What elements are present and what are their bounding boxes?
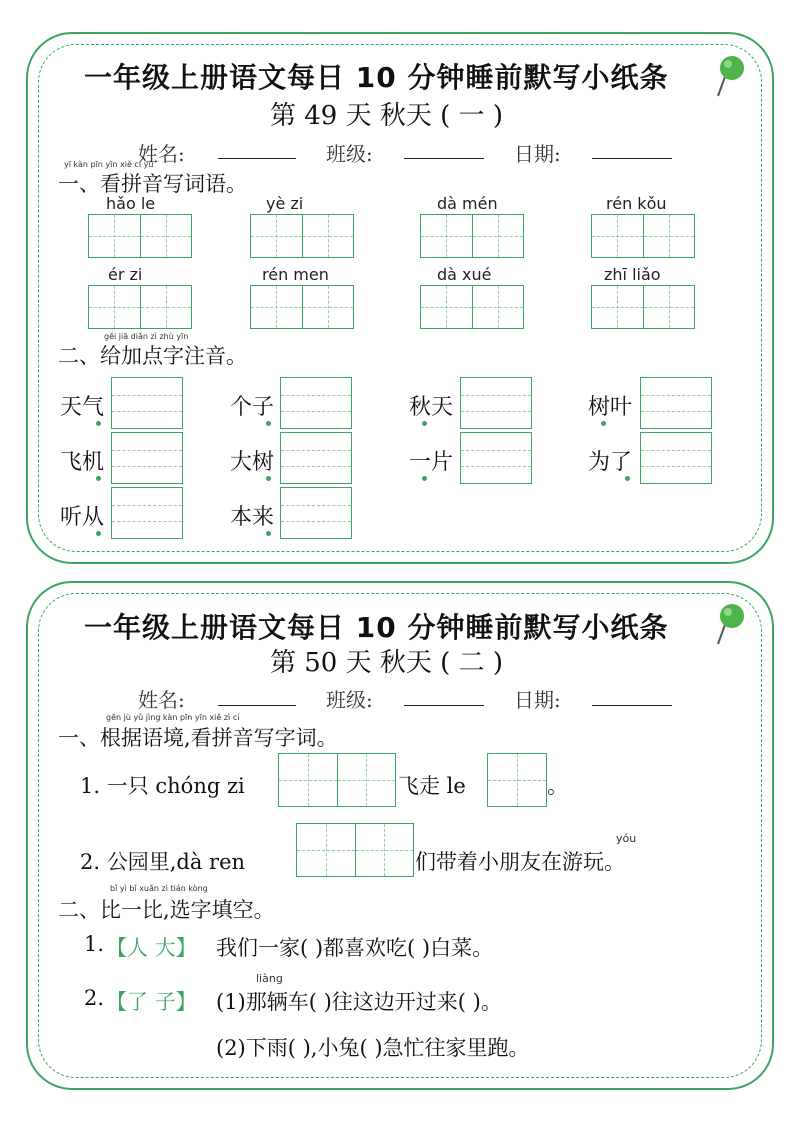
pinyin-label: zhī liǎo xyxy=(604,265,661,284)
pinyin-label: yè zi xyxy=(266,194,304,213)
writing-grid[interactable] xyxy=(420,285,524,329)
writing-grid[interactable] xyxy=(487,753,547,807)
section2-pinyin: bǐ yì bǐ xuǎn zì tián kòng xyxy=(110,884,208,893)
class-field[interactable] xyxy=(404,158,484,159)
section1-pinyin: yī kàn pīn yīn xiě cí yǔ xyxy=(64,160,154,169)
pinyin-answer-box[interactable] xyxy=(640,377,712,429)
pinyin-answer-box[interactable] xyxy=(280,487,352,539)
emphasis-dot xyxy=(96,476,101,481)
section1-pinyin: gēn jù yǔ jìng kàn pīn yīn xiě zì cí xyxy=(106,713,240,722)
question-2-text: 2. 公园里,dà ren xyxy=(80,850,246,874)
writing-grid[interactable] xyxy=(296,823,414,877)
pinyin-answer-box[interactable] xyxy=(280,432,352,484)
date-label: 日期: xyxy=(514,142,561,166)
class-label: 班级: xyxy=(326,688,373,712)
choice-1-options: 【人 大】 xyxy=(106,936,197,960)
question-1-end: 。 xyxy=(547,774,568,798)
pinyin-label: rén men xyxy=(262,265,329,284)
writing-grid[interactable] xyxy=(250,285,354,329)
writing-grid[interactable] xyxy=(88,285,192,329)
section2-heading: 二、给加点字注音。 xyxy=(58,344,247,368)
emphasis-dot xyxy=(601,421,606,426)
pinyin-answer-box[interactable] xyxy=(111,432,183,484)
word-label: 个子 xyxy=(230,395,275,420)
date-field[interactable] xyxy=(592,158,672,159)
pinyin-answer-box[interactable] xyxy=(460,432,532,484)
pinyin-label: ér zi xyxy=(108,265,143,284)
writing-grid[interactable] xyxy=(591,214,695,258)
pinyin-label: dà xué xyxy=(437,265,492,284)
name-field[interactable] xyxy=(218,705,296,706)
class-label: 班级: xyxy=(326,142,373,166)
pinyin-answer-box[interactable] xyxy=(640,432,712,484)
card1-subtitle: 第 49 天 秋天 ( 一 ) xyxy=(270,101,503,131)
writing-grid[interactable] xyxy=(420,214,524,258)
word-label: 飞机 xyxy=(60,450,105,475)
emphasis-dot xyxy=(96,421,101,426)
section1-heading: 一、根据语境,看拼音写字词。 xyxy=(58,726,338,750)
emphasis-dot xyxy=(266,531,271,536)
choice-2-number: 2. xyxy=(84,986,105,1010)
choice-1-number: 1. xyxy=(84,932,105,956)
emphasis-dot xyxy=(96,531,101,536)
pushpin-icon xyxy=(712,52,746,100)
pushpin-icon xyxy=(712,600,746,648)
word-label: 天气 xyxy=(60,395,105,420)
word-label: 听从 xyxy=(60,505,105,530)
word-label: 秋天 xyxy=(409,395,454,420)
choice-2-sentence-2[interactable]: (2)下雨( ),小兔( )急忙往家里跑。 xyxy=(216,1036,530,1060)
pinyin-answer-box[interactable] xyxy=(111,487,183,539)
writing-grid[interactable] xyxy=(88,214,192,258)
word-label: 大树 xyxy=(230,450,275,475)
pinyin-answer-box[interactable] xyxy=(460,377,532,429)
name-label: 姓名: xyxy=(138,142,185,166)
card1-title: 一年级上册语文每日 10 分钟睡前默写小纸条 xyxy=(84,61,669,94)
writing-grid[interactable] xyxy=(278,753,396,807)
question-2-end: 们带着小朋友在游玩。 xyxy=(415,850,625,874)
pinyin-answer-box[interactable] xyxy=(111,377,183,429)
word-label: 树叶 xyxy=(588,395,633,420)
pinyin-annotation: liàng xyxy=(256,972,283,985)
section2-pinyin: gěi jiā diǎn zì zhù yīn xyxy=(104,332,189,341)
section1-heading: 一、看拼音写词语。 xyxy=(58,172,247,196)
emphasis-dot xyxy=(422,421,427,426)
emphasis-dot xyxy=(625,476,630,481)
card2-title: 一年级上册语文每日 10 分钟睡前默写小纸条 xyxy=(84,611,669,644)
class-field[interactable] xyxy=(404,705,484,706)
question-1-text: 1. 一只 chóng zi xyxy=(80,774,245,798)
name-field[interactable] xyxy=(218,158,296,159)
card2-subtitle: 第 50 天 秋天 ( 二 ) xyxy=(270,648,503,678)
question-1-mid: 飞走 le xyxy=(398,774,466,798)
emphasis-dot xyxy=(266,421,271,426)
emphasis-dot xyxy=(422,476,427,481)
choice-2-sentence-1[interactable]: (1)那辆车( )往这边开过来( )。 xyxy=(216,990,502,1014)
word-label: 为了 xyxy=(588,450,633,475)
pinyin-label: rén kǒu xyxy=(606,194,667,213)
word-label: 本来 xyxy=(230,505,275,530)
pinyin-label: hǎo le xyxy=(106,194,156,213)
section2-heading: 二、比一比,选字填空。 xyxy=(58,898,275,922)
choice-2-options: 【了 子】 xyxy=(106,990,197,1014)
word-label: 一片 xyxy=(409,450,454,475)
date-field[interactable] xyxy=(592,705,672,706)
pinyin-label: dà mén xyxy=(437,194,498,213)
choice-1-sentence[interactable]: 我们一家( )都喜欢吃( )白菜。 xyxy=(216,936,494,960)
date-label: 日期: xyxy=(514,688,561,712)
pinyin-annotation: yóu xyxy=(616,832,637,845)
writing-grid[interactable] xyxy=(250,214,354,258)
pinyin-answer-box[interactable] xyxy=(280,377,352,429)
writing-grid[interactable] xyxy=(591,285,695,329)
emphasis-dot xyxy=(266,476,271,481)
name-label: 姓名: xyxy=(138,688,185,712)
